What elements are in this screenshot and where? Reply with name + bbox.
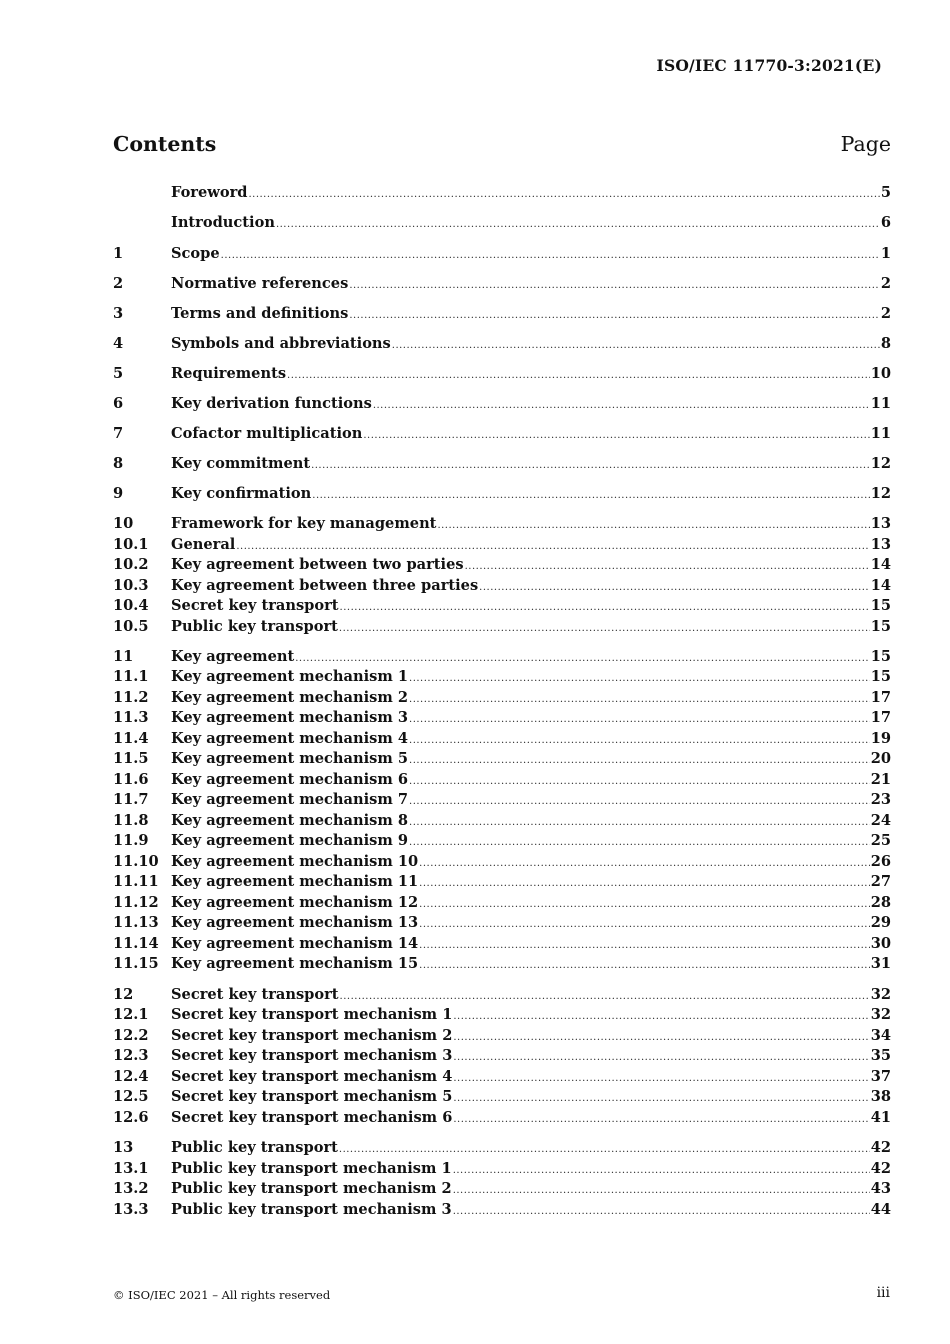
- toc-entry-page: 15: [870, 597, 891, 614]
- toc-entry-page: 29: [870, 914, 891, 931]
- toc-entry-page: 11: [870, 424, 891, 442]
- toc-dot-leader: [419, 936, 870, 957]
- toc-entry-number: 11.11: [113, 873, 159, 890]
- toc-entry[interactable]: [113, 555, 891, 576]
- toc-entry-number: 11.3: [113, 709, 149, 726]
- toc-entry-title: Public key transport mechanism 1: [171, 1159, 452, 1177]
- toc-entry-title: Key agreement mechanism 10: [171, 852, 419, 870]
- toc-entry-title: Framework for key management: [171, 515, 437, 532]
- toc-dot-leader: [312, 486, 869, 507]
- toc-dot-leader: [276, 215, 880, 236]
- toc-entry[interactable]: [113, 985, 891, 1006]
- toc-entry-page: 8: [880, 334, 891, 352]
- toc-entry-title: Key agreement mechanism 4: [171, 729, 409, 747]
- toc-entry-number: 11.4: [113, 729, 149, 747]
- toc-group: [113, 394, 891, 415]
- toc-entry-title: Normative references: [171, 274, 349, 292]
- toc-group: [113, 334, 891, 355]
- toc-entry[interactable]: [113, 334, 891, 355]
- toc-entry-number: 10.4: [113, 597, 149, 614]
- toc-dot-leader: [340, 987, 870, 1008]
- toc-dot-leader: [339, 1140, 870, 1161]
- toc-entry[interactable]: [113, 1159, 891, 1180]
- toc-entry[interactable]: [113, 514, 891, 535]
- toc-entry-page: 11: [870, 394, 891, 412]
- toc-entry-page: 15: [870, 668, 891, 685]
- toc-dot-leader: [453, 1007, 869, 1028]
- toc-dot-leader: [437, 516, 869, 537]
- toc-dot-leader: [479, 578, 870, 599]
- toc-entry-title: Symbols and abbreviations: [171, 334, 391, 352]
- toc-entry-title: Key agreement mechanism 1: [171, 668, 409, 685]
- toc-entry-page: 20: [870, 750, 891, 767]
- toc-entry[interactable]: [113, 274, 891, 295]
- toc-entry-number: 10.3: [113, 576, 149, 594]
- toc-entry-title: Public key transport: [171, 617, 338, 635]
- toc-dot-leader: [453, 1048, 869, 1069]
- toc-entry-title: Key agreement between three parties: [171, 576, 479, 594]
- toc-entry[interactable]: [113, 647, 891, 668]
- toc-entry[interactable]: [113, 304, 891, 325]
- document-identifier: ISO/IEC 11770-3:2021(E): [656, 56, 882, 75]
- toc-dot-leader: [453, 1028, 869, 1049]
- toc-entry[interactable]: [113, 484, 891, 505]
- toc-entry[interactable]: [113, 872, 891, 893]
- contents-heading: [113, 132, 891, 162]
- toc-dot-leader: [453, 1069, 869, 1090]
- toc-entry-page: 31: [870, 955, 891, 972]
- toc-entry-number: 11: [113, 647, 134, 665]
- toc-entry[interactable]: [113, 667, 891, 688]
- toc-group: [113, 454, 891, 475]
- toc-entry-page: 5: [880, 184, 891, 201]
- toc-entry[interactable]: [113, 183, 891, 204]
- toc-entry-title: Foreword: [171, 184, 248, 201]
- toc-entry-title: Key agreement mechanism 8: [171, 811, 409, 829]
- toc-entry-title: Secret key transport mechanism 3: [171, 1047, 453, 1064]
- toc-entry-title: Key agreement mechanism 12: [171, 893, 419, 911]
- toc-entry-number: 3: [113, 304, 124, 322]
- toc-entry[interactable]: [113, 424, 891, 445]
- toc-entry-title: Key confirmation: [171, 485, 312, 502]
- toc-entry-number: 7: [113, 424, 124, 442]
- toc-dot-leader: [349, 276, 880, 297]
- toc-entry-page: 23: [870, 791, 891, 808]
- toc-entry[interactable]: [113, 913, 891, 934]
- toc-entry-number: 13.3: [113, 1200, 149, 1218]
- toc-entry-title: Key agreement mechanism 3: [171, 709, 409, 726]
- toc-dot-leader: [373, 396, 870, 417]
- toc-dot-leader: [248, 185, 879, 206]
- toc-entry[interactable]: [113, 1005, 891, 1026]
- toc-entry-page: 13: [870, 515, 891, 532]
- toc-entry[interactable]: [113, 1138, 891, 1159]
- toc-entry-page: 30: [870, 934, 891, 952]
- toc-entry-number: 10.1: [113, 535, 149, 553]
- toc-group: [113, 183, 891, 204]
- toc-dot-leader: [339, 619, 870, 640]
- toc-dot-leader: [311, 456, 870, 477]
- toc-entry[interactable]: [113, 596, 891, 617]
- toc-entry-page: 42: [870, 1159, 891, 1177]
- toc-entry-page: 32: [870, 1006, 891, 1023]
- toc-dot-leader: [236, 537, 869, 558]
- toc-entry-page: 38: [870, 1088, 891, 1105]
- page-number: iii: [876, 1285, 890, 1301]
- toc-entry[interactable]: [113, 1067, 891, 1088]
- toc-entry-page: 28: [870, 893, 891, 911]
- toc-dot-leader: [409, 833, 870, 854]
- toc-entry-title: Scope: [171, 244, 220, 262]
- toc-entry-page: 44: [870, 1200, 891, 1218]
- toc-entry[interactable]: [113, 831, 891, 852]
- toc-entry-page: 2: [880, 274, 891, 292]
- toc-entry-number: 11.6: [113, 770, 149, 788]
- toc-entry-number: 9: [113, 485, 124, 502]
- toc-entry-page: 25: [870, 832, 891, 849]
- toc-entry-title: Cofactor multiplication: [171, 424, 363, 442]
- toc-dot-leader: [419, 874, 870, 895]
- toc-dot-leader: [419, 854, 870, 875]
- toc-entry-number: 11.5: [113, 750, 149, 767]
- toc-entry-number: 10.5: [113, 617, 149, 635]
- toc-entry-page: 13: [870, 535, 891, 553]
- toc-entry-number: 11.9: [113, 832, 149, 849]
- toc-group: [113, 244, 891, 265]
- toc-entry-title: Key agreement mechanism 14: [171, 934, 419, 952]
- toc-dot-leader: [392, 336, 880, 357]
- toc-dot-leader: [287, 366, 870, 387]
- toc-dot-leader: [409, 813, 870, 834]
- toc-entry-page: 24: [870, 811, 891, 829]
- toc-entry-title: Key agreement: [171, 647, 295, 665]
- toc-dot-leader: [409, 731, 870, 752]
- toc-entry[interactable]: [113, 770, 891, 791]
- copyright-notice: © ISO/IEC 2021 – All rights reserved: [113, 1288, 331, 1302]
- toc-entry[interactable]: [113, 1108, 891, 1129]
- toc-entry[interactable]: [113, 454, 891, 475]
- toc-entry-page: 41: [870, 1108, 891, 1126]
- toc-entry-number: 10: [113, 515, 134, 532]
- toc-group: [113, 1138, 891, 1220]
- toc-entry-number: 12.3: [113, 1047, 149, 1064]
- toc-entry[interactable]: [113, 954, 891, 975]
- toc-entry[interactable]: [113, 1026, 891, 1047]
- toc-entry-number: 11.2: [113, 688, 149, 706]
- toc-entry[interactable]: [113, 364, 891, 385]
- toc-entry-number: 8: [113, 455, 124, 472]
- toc-group: [113, 424, 891, 445]
- toc-entry-page: 42: [870, 1139, 891, 1156]
- toc-entry-title: Key agreement mechanism 5: [171, 750, 409, 767]
- toc-entry-page: 15: [870, 647, 891, 665]
- toc-entry-number: 11.10: [113, 852, 159, 870]
- toc-dot-leader: [453, 1089, 869, 1110]
- toc-dot-leader: [363, 426, 869, 447]
- toc-entry-page: 10: [870, 364, 891, 382]
- toc-dot-leader: [419, 895, 870, 916]
- toc-entry-number: 1: [113, 244, 124, 262]
- toc-entry-title: Terms and definitions: [171, 304, 349, 322]
- page-column-label: Page: [840, 132, 891, 156]
- toc-entry-number: 12.2: [113, 1026, 149, 1044]
- toc-entry-title: Key agreement mechanism 13: [171, 914, 419, 931]
- toc-dot-leader: [453, 1202, 870, 1223]
- toc-entry-number: 11.14: [113, 934, 159, 952]
- toc-entry-page: 27: [870, 873, 891, 890]
- toc-entry[interactable]: [113, 576, 891, 597]
- toc-entry-title: Requirements: [171, 364, 287, 382]
- toc-entry-title: Secret key transport: [171, 985, 339, 1003]
- toc-entry[interactable]: [113, 394, 891, 415]
- toc-dot-leader: [409, 751, 870, 772]
- toc-entry[interactable]: [113, 1200, 891, 1221]
- toc-entry-number: 6: [113, 394, 124, 412]
- toc-entry-number: 11.15: [113, 955, 159, 972]
- toc-entry-number: 12.5: [113, 1088, 149, 1105]
- toc-entry-page: 6: [880, 214, 891, 231]
- toc-entry-title: Key derivation functions: [171, 394, 372, 412]
- toc-entry-number: 13: [113, 1139, 134, 1156]
- toc-entry-title: Key agreement mechanism 7: [171, 791, 409, 808]
- toc-dot-leader: [295, 649, 869, 670]
- toc-group: [113, 304, 891, 325]
- toc-entry-number: 12: [113, 985, 134, 1003]
- toc-entry-number: 11.7: [113, 791, 149, 808]
- toc-entry-number: 11.13: [113, 914, 159, 931]
- toc-entry-number: 2: [113, 274, 124, 292]
- toc-entry-title: Key agreement mechanism 6: [171, 770, 409, 788]
- toc-entry-page: 1: [880, 244, 891, 262]
- toc-dot-leader: [465, 557, 870, 578]
- toc-entry-title: Secret key transport mechanism 1: [171, 1006, 453, 1023]
- toc-dot-leader: [340, 598, 870, 619]
- toc-dot-leader: [409, 690, 870, 711]
- toc-group: [113, 647, 891, 975]
- toc-entry-title: Key agreement between two parties: [171, 556, 464, 573]
- toc-entry-title: Key commitment: [171, 455, 311, 472]
- toc-dot-leader: [453, 1161, 870, 1182]
- table-of-contents: [113, 183, 891, 1220]
- toc-group: [113, 213, 891, 234]
- toc-dot-leader: [453, 1110, 869, 1131]
- toc-entry-page: 15: [870, 617, 891, 635]
- toc-group: [113, 514, 891, 637]
- toc-entry-page: 14: [870, 576, 891, 594]
- toc-entry-page: 17: [870, 709, 891, 726]
- toc-entry-page: 26: [870, 852, 891, 870]
- toc-entry-number: 11.8: [113, 811, 149, 829]
- toc-dot-leader: [409, 772, 870, 793]
- toc-entry-number: 12.6: [113, 1108, 149, 1126]
- toc-entry-page: 12: [870, 455, 891, 472]
- toc-dot-leader: [409, 792, 870, 813]
- toc-entry[interactable]: [113, 1046, 891, 1067]
- toc-entry-number: 10.2: [113, 556, 149, 573]
- toc-entry-title: Public key transport mechanism 2: [171, 1180, 452, 1197]
- toc-dot-leader: [349, 306, 879, 327]
- toc-entry[interactable]: [113, 688, 891, 709]
- toc-entry-title: Secret key transport mechanism 2: [171, 1026, 453, 1044]
- toc-entry-page: 14: [870, 556, 891, 573]
- toc-group: [113, 484, 891, 505]
- toc-entry[interactable]: [113, 749, 891, 770]
- toc-entry-page: 34: [870, 1026, 891, 1044]
- contents-title: Contents: [113, 132, 217, 156]
- toc-entry[interactable]: [113, 893, 891, 914]
- toc-entry-title: Secret key transport mechanism 4: [171, 1067, 453, 1085]
- toc-group: [113, 985, 891, 1129]
- toc-entry[interactable]: [113, 852, 891, 873]
- toc-entry-page: 12: [870, 485, 891, 502]
- toc-entry-page: 35: [870, 1047, 891, 1064]
- toc-entry-number: 4: [113, 334, 124, 352]
- toc-entry-title: Key agreement mechanism 9: [171, 832, 409, 849]
- toc-dot-leader: [221, 246, 880, 267]
- toc-entry-page: 32: [870, 985, 891, 1003]
- toc-entry-number: 12.1: [113, 1006, 149, 1023]
- toc-entry-page: 43: [870, 1180, 891, 1197]
- toc-entry-page: 19: [870, 729, 891, 747]
- toc-entry[interactable]: [113, 811, 891, 832]
- toc-dot-leader: [419, 956, 870, 977]
- toc-entry-title: Introduction: [171, 214, 275, 231]
- toc-entry-title: Secret key transport: [171, 597, 339, 614]
- toc-entry-title: Secret key transport mechanism 5: [171, 1088, 453, 1105]
- toc-dot-leader: [409, 710, 870, 731]
- toc-entry[interactable]: [113, 790, 891, 811]
- toc-entry-title: Public key transport mechanism 3: [171, 1200, 452, 1218]
- toc-entry-title: Key agreement mechanism 15: [171, 955, 419, 972]
- toc-entry[interactable]: [113, 617, 891, 638]
- toc-entry-number: 11.12: [113, 893, 159, 911]
- toc-dot-leader: [419, 915, 870, 936]
- toc-entry-number: 5: [113, 364, 124, 382]
- toc-entry[interactable]: [113, 535, 891, 556]
- toc-entry[interactable]: [113, 708, 891, 729]
- toc-dot-leader: [409, 669, 870, 690]
- toc-entry-number: 13.2: [113, 1180, 149, 1197]
- toc-entry-page: 2: [880, 304, 891, 322]
- toc-entry[interactable]: [113, 213, 891, 234]
- toc-entry-title: General: [171, 535, 236, 553]
- toc-entry[interactable]: [113, 244, 891, 265]
- toc-entry-title: Key agreement mechanism 2: [171, 688, 409, 706]
- toc-group: [113, 274, 891, 295]
- toc-entry-title: Public key transport: [171, 1139, 338, 1156]
- toc-entry-number: 11.1: [113, 668, 149, 685]
- toc-entry[interactable]: [113, 934, 891, 955]
- toc-dot-leader: [453, 1181, 870, 1202]
- toc-entry-number: 12.4: [113, 1067, 149, 1085]
- toc-entry-page: 21: [870, 770, 891, 788]
- toc-entry[interactable]: [113, 1087, 891, 1108]
- toc-entry-page: 17: [870, 688, 891, 706]
- toc-entry-page: 37: [870, 1067, 891, 1085]
- toc-entry[interactable]: [113, 1179, 891, 1200]
- toc-group: [113, 364, 891, 385]
- toc-entry-number: 13.1: [113, 1159, 149, 1177]
- toc-entry[interactable]: [113, 729, 891, 750]
- toc-entry-title: Secret key transport mechanism 6: [171, 1108, 453, 1126]
- toc-entry-title: Key agreement mechanism 11: [171, 873, 419, 890]
